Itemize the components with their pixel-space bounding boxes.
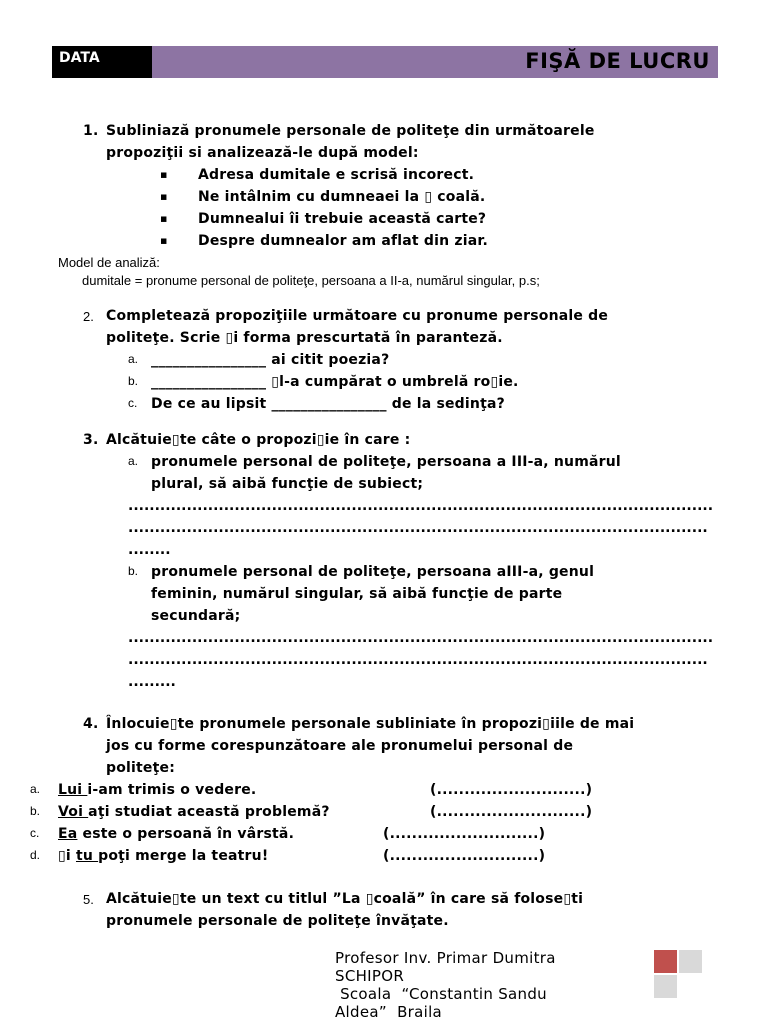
- bullet: ▪: [160, 212, 168, 225]
- decor-square-gray: [654, 975, 677, 998]
- bullet: ▪: [160, 234, 168, 247]
- model-text: dumitale = pronume personal de politeţe, persoana a II-a, numărul singular, p.s;: [82, 273, 540, 288]
- ex3-b-line1: pronumele personal de politeţe, persoana aIII-a, genul: [151, 564, 595, 580]
- ex4-prompt-line2: jos cu forme corespunzătoare ale pronumelui personal de: [106, 738, 574, 754]
- ex3-letter-b: b.: [128, 564, 139, 578]
- ex1-number: 1.: [83, 123, 99, 139]
- author-line: SCHIPOR: [335, 967, 405, 985]
- decor-square-gray: [679, 950, 702, 973]
- ex4-letter: a.: [30, 782, 41, 796]
- ex3-prompt: Alcătuie▯te câte o propozi▯ie în care :: [106, 432, 411, 448]
- ex1-sentence: Adresa dumitale e scrisă incorect.: [198, 167, 475, 183]
- ex4-rest: i-am trimis o vedere.: [87, 782, 257, 798]
- ex1-sentence: Despre dumnealor am aflat din ziar.: [198, 233, 488, 249]
- decor-square-red: [654, 950, 677, 973]
- ex2-prompt-line1: Completează propoziţiile următoare cu pronume personale de: [106, 308, 609, 324]
- ex3-dots: .............................................................................................................: [128, 520, 708, 536]
- ex4-rest: este o persoană în vârstă.: [77, 826, 295, 842]
- ex2-item: ________________ ▯l-a cumpărat o umbrelă ro▯ie.: [151, 374, 519, 390]
- title-box: [152, 46, 718, 78]
- ex4-blank: (...........................): [383, 826, 546, 842]
- ex3-dots: ..............................................................................................................: [128, 498, 714, 514]
- ex5-prompt-line2: pronumele personale de politeţe învăţate.: [106, 913, 449, 929]
- ex2-prompt-line2: politeţe. Scrie ▯i forma prescurtată în paranteză.: [106, 330, 503, 346]
- ex3-a-line2: plural, să aibă funcţie de subiect;: [151, 476, 424, 492]
- ex4-sentence: [58, 779, 256, 801]
- ex3-dots: ..............................................................................................................: [128, 630, 714, 646]
- date-box: [52, 46, 152, 78]
- ex4-letter: c.: [30, 826, 40, 840]
- ex2-item: ________________ ai citit poezia?: [151, 352, 390, 368]
- ex4-underlined: Voi: [58, 804, 89, 820]
- ex4-underlined: tu: [75, 848, 99, 864]
- author-line: Profesor Inv. Primar Dumitra: [335, 949, 556, 967]
- ex4-letter: b.: [30, 804, 41, 818]
- header-bar: [52, 46, 718, 78]
- ex4-rest: aţi studiat această problemă?: [88, 804, 330, 820]
- ex4-number: 4.: [83, 716, 99, 732]
- ex3-a-line1: pronumele personal de politeţe, persoana a III-a, numărul: [151, 454, 621, 470]
- ex4-prompt-line3: politeţe:: [106, 760, 176, 776]
- ex4-blank: (...........................): [430, 804, 593, 820]
- ex3-dots: .........: [128, 674, 176, 690]
- ex5-prompt-line1: Alcătuie▯te un text cu titlul ”La ▯coală” în care să folose▯ti: [106, 891, 584, 907]
- ex4-pre: ▯i: [58, 848, 76, 864]
- ex3-b-line3: secundară;: [151, 608, 241, 624]
- ex3-letter-a: a.: [128, 454, 139, 468]
- ex2-item: De ce au lipsit ________________ de la sedinţa?: [151, 396, 505, 412]
- ex4-prompt-line1: Înlocuie▯te pronumele personale subliniate în propozi▯iile de mai: [106, 716, 635, 732]
- ex1-prompt-line1: Subliniază pronumele personale de politeţe din următoarele: [106, 123, 595, 139]
- ex2-number: 2.: [83, 309, 94, 324]
- ex4-blank: (...........................): [430, 782, 593, 798]
- bullet: ▪: [160, 168, 168, 181]
- ex2-letter: c.: [128, 396, 138, 410]
- page-title: FIŞĂ DE LUCRU: [525, 49, 710, 73]
- model-label: Model de analiză:: [58, 255, 160, 270]
- author-block: [335, 949, 556, 1021]
- ex3-b-line2: feminin, numărul singular, să aibă funcţie de parte: [151, 586, 563, 602]
- ex1-sentence: Ne intâlnim cu dumneaei la ▯ coală.: [198, 189, 486, 205]
- ex5-number: 5.: [83, 892, 94, 907]
- ex4-sentence: [58, 801, 330, 823]
- ex2-letter: b.: [128, 374, 139, 388]
- ex2-letter: a.: [128, 352, 139, 366]
- ex4-sentence: [58, 845, 268, 867]
- bullet: ▪: [160, 190, 168, 203]
- ex4-rest: poţi merge la teatru!: [98, 848, 269, 864]
- ex4-underlined: Ea: [58, 826, 78, 842]
- ex4-letter: d.: [30, 848, 41, 862]
- ex3-dots: .............................................................................................................: [128, 652, 708, 668]
- date-label: DATA: [59, 50, 100, 66]
- ex4-blank: (...........................): [383, 848, 546, 864]
- ex1-sentence: Dumnealui îi trebuie această carte?: [198, 211, 487, 227]
- ex4-sentence: [58, 823, 294, 845]
- ex3-dots: ........: [128, 542, 171, 558]
- author-line: Scoala “Constantin Sandu: [335, 985, 547, 1003]
- ex1-prompt-line2: propoziţii si analizează-le după model:: [106, 145, 419, 161]
- ex3-number: 3.: [83, 432, 99, 448]
- author-line: Aldea” Braila: [335, 1003, 443, 1021]
- ex4-underlined: Lui: [58, 782, 88, 798]
